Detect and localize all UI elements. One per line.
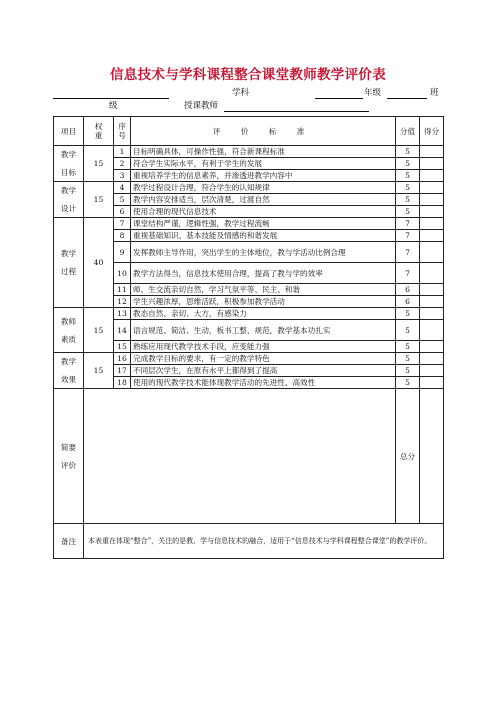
row-criterion: 教学过程设计合理，符合学生的认知规律 bbox=[131, 182, 396, 194]
row-score-cell[interactable] bbox=[420, 377, 444, 389]
grade-blank[interactable] bbox=[315, 98, 363, 99]
row-criterion: 符合学生实际水平，有利于学生的发展 bbox=[131, 158, 396, 170]
row-value: 5 bbox=[396, 206, 420, 218]
row-number: 11 bbox=[114, 284, 131, 296]
subject-label: 学科 bbox=[232, 88, 250, 98]
note-label: 备注 bbox=[54, 524, 84, 559]
row-value: 5 bbox=[396, 365, 420, 377]
row-score-cell[interactable] bbox=[420, 263, 444, 284]
row-criterion: 完成教学目标的要求，有一定的教学特色 bbox=[131, 353, 396, 365]
row-score-cell[interactable] bbox=[420, 284, 444, 296]
class-blank[interactable] bbox=[387, 98, 427, 99]
row-criterion: 师、生交流亲切自然，学习气氛平等、民主、和谐 bbox=[131, 284, 396, 296]
row-criterion: 教学内容安排适当，层次清楚，过渡自然 bbox=[131, 194, 396, 206]
row-criterion: 重视基础知识、基本技能及情感的和谐发展 bbox=[131, 230, 396, 242]
row-score-cell[interactable] bbox=[420, 182, 444, 194]
row-number: 4 bbox=[114, 182, 131, 194]
evaluation-table bbox=[53, 116, 444, 559]
row-score-cell[interactable] bbox=[420, 242, 444, 263]
row-number: 13 bbox=[114, 308, 131, 320]
row-criterion: 语言规范、简洁、生动，板书工整、规范，教学基本功扎实 bbox=[131, 320, 396, 341]
row-number: 7 bbox=[114, 218, 131, 230]
group-name: 教学 设计 bbox=[54, 182, 84, 218]
group-name: 教师 素质 bbox=[54, 308, 84, 353]
row-value: 7 bbox=[396, 218, 420, 230]
table-row bbox=[54, 146, 444, 158]
header-criteria: 评 价 标 准 bbox=[131, 117, 396, 146]
group-name: 教学 过程 bbox=[54, 218, 84, 308]
row-score-cell[interactable] bbox=[420, 230, 444, 242]
group-weight: 40 bbox=[84, 218, 114, 308]
total-score-cell[interactable] bbox=[420, 389, 444, 524]
row-number: 1 bbox=[114, 146, 131, 158]
class-label-b: 级 bbox=[109, 101, 118, 111]
row-value: 5 bbox=[396, 194, 420, 206]
row-criterion: 使用合理的现代信息技术 bbox=[131, 206, 396, 218]
page-title: 信息技术与学科课程整合课堂教师教学评价表 bbox=[110, 67, 386, 83]
row-score-cell[interactable] bbox=[420, 341, 444, 353]
row-score-cell[interactable] bbox=[420, 218, 444, 230]
row-number: 8 bbox=[114, 230, 131, 242]
row-value: 7 bbox=[396, 242, 420, 263]
table-row bbox=[54, 218, 444, 230]
row-criterion: 教态自然、亲切、大方，有感染力 bbox=[131, 308, 396, 320]
row-score-cell[interactable] bbox=[420, 296, 444, 308]
header-row bbox=[54, 117, 444, 146]
row-number: 17 bbox=[114, 365, 131, 377]
row-number: 18 bbox=[114, 377, 131, 389]
row-value: 5 bbox=[396, 158, 420, 170]
header-value: 分值 bbox=[396, 117, 420, 146]
row-score-cell[interactable] bbox=[420, 320, 444, 341]
class-label-a: 班 bbox=[430, 88, 439, 98]
brief-evaluation-row bbox=[54, 389, 444, 524]
row-number: 12 bbox=[114, 296, 131, 308]
header-item: 项目 bbox=[54, 117, 84, 146]
row-value: 6 bbox=[396, 296, 420, 308]
row-number: 14 bbox=[114, 320, 131, 341]
header-weight: 权重 bbox=[84, 117, 114, 146]
row-score-cell[interactable] bbox=[420, 158, 444, 170]
row-value: 6 bbox=[396, 284, 420, 296]
note-row bbox=[54, 524, 444, 559]
row-number: 6 bbox=[114, 206, 131, 218]
row-number: 9 bbox=[114, 242, 131, 263]
subject-blank[interactable] bbox=[53, 98, 169, 99]
note-text: 本表重在体现“整合”，关注的是教、学与信息技术的融合，适用于“信息技术与学科课程整合课堂”的教学评价。 bbox=[84, 524, 444, 559]
row-number: 10 bbox=[114, 263, 131, 284]
row-score-cell[interactable] bbox=[420, 146, 444, 158]
row-criterion: 重视培养学生的信息素养，并渗透进教学内容中 bbox=[131, 170, 396, 182]
row-number: 2 bbox=[114, 158, 131, 170]
row-score-cell[interactable] bbox=[420, 170, 444, 182]
table-row bbox=[54, 353, 444, 365]
row-score-cell[interactable] bbox=[420, 206, 444, 218]
row-score-cell[interactable] bbox=[420, 353, 444, 365]
group-name: 教学 效果 bbox=[54, 353, 84, 389]
grade-label: 年级 bbox=[364, 88, 382, 98]
teacher-blank[interactable] bbox=[224, 111, 369, 112]
row-score-cell[interactable] bbox=[420, 308, 444, 320]
row-number: 15 bbox=[114, 341, 131, 353]
group-weight: 15 bbox=[84, 182, 114, 218]
header-score: 得分 bbox=[420, 117, 444, 146]
row-value: 5 bbox=[396, 320, 420, 341]
row-criterion: 目标明确具体，可操作性强，符合新课程标准 bbox=[131, 146, 396, 158]
row-criterion: 教学方法得当，信息技术使用合理，提高了教与学的效率 bbox=[131, 263, 396, 284]
group-weight: 15 bbox=[84, 353, 114, 389]
header-seq: 序号 bbox=[114, 117, 131, 146]
row-criterion: 学生兴趣浓厚，思维活跃，积极参加教学活动 bbox=[131, 296, 396, 308]
group-weight: 15 bbox=[84, 308, 114, 353]
row-number: 5 bbox=[114, 194, 131, 206]
row-value: 5 bbox=[396, 341, 420, 353]
row-number: 16 bbox=[114, 353, 131, 365]
row-value: 5 bbox=[396, 308, 420, 320]
group-weight: 15 bbox=[84, 146, 114, 182]
table-row bbox=[54, 308, 444, 320]
row-value: 5 bbox=[396, 377, 420, 389]
row-criterion: 熟练应用现代教学技术手段，应变能力强 bbox=[131, 341, 396, 353]
row-value: 5 bbox=[396, 353, 420, 365]
teacher-label: 授课教师 bbox=[184, 101, 219, 111]
row-score-cell[interactable] bbox=[420, 194, 444, 206]
row-criterion: 不同层次学生，在原有水平上都得到了提高 bbox=[131, 365, 396, 377]
group-name: 教学 目标 bbox=[54, 146, 84, 182]
row-criterion: 课堂结构严谨，逻辑性强，教学过程流畅 bbox=[131, 218, 396, 230]
row-value: 5 bbox=[396, 146, 420, 158]
row-value: 5 bbox=[396, 182, 420, 194]
row-value: 7 bbox=[396, 230, 420, 242]
table-row bbox=[54, 182, 444, 194]
row-value: 5 bbox=[396, 170, 420, 182]
total-label: 总分 bbox=[396, 389, 420, 524]
brief-evaluation-area[interactable] bbox=[84, 389, 396, 524]
row-criterion: 使用的现代教学技术能体现教学活动的先进性、高效性 bbox=[131, 377, 396, 389]
row-number: 3 bbox=[114, 170, 131, 182]
row-criterion: 发挥教师主导作用，突出学生的主体地位，教与学活动比例合理 bbox=[131, 242, 396, 263]
row-score-cell[interactable] bbox=[420, 365, 444, 377]
brief-label: 简要 评价 bbox=[54, 389, 84, 524]
row-value: 7 bbox=[396, 263, 420, 284]
